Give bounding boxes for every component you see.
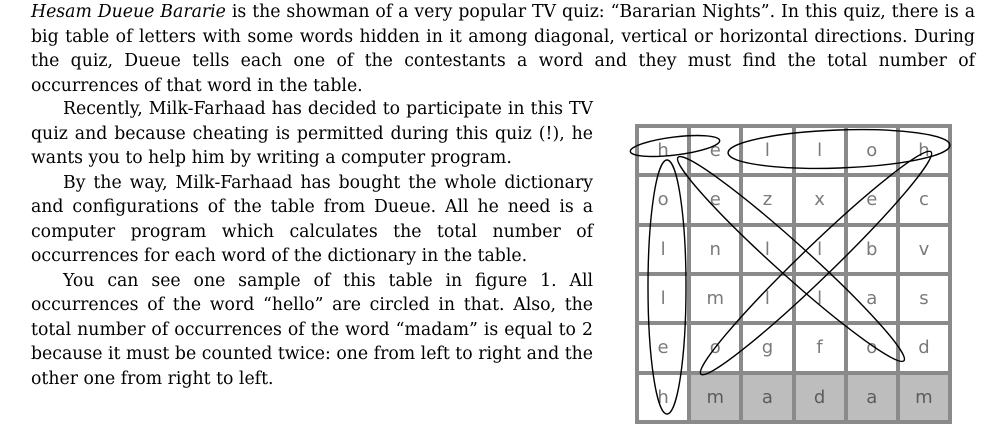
grid-cell: d <box>900 325 948 370</box>
grid-cell: z <box>743 177 791 222</box>
grid-cell: h <box>900 128 948 173</box>
grid-cell: c <box>900 177 948 222</box>
figure-letter-table <box>626 120 958 430</box>
grid-cell: v <box>900 227 948 272</box>
grid-cell: b <box>848 227 896 272</box>
grid-cell: l <box>639 276 687 321</box>
grid-cell: m <box>691 375 739 420</box>
grid-cell: h <box>639 375 687 420</box>
grid-cell: a <box>743 375 791 420</box>
grid-cell: e <box>691 177 739 222</box>
grid-cell: n <box>691 227 739 272</box>
grid-cell: e <box>848 177 896 222</box>
paragraph-sample: You can see one sample of this table in figure 1. All occurrences of the word “hello” are circled in that. Also, the total number of occurrences of the word “madam” is equal to 2 because it must be counted twice: one from left to right and the other one from right to left. <box>31 270 593 389</box>
grid-cell: l <box>743 276 791 321</box>
grid-cell: l <box>743 227 791 272</box>
grid-cell: o <box>848 128 896 173</box>
paragraph-by-the-way: By the way, Milk-Farhaad has bought the whole dictionary and configurations of the table from Dueue. All he need is a computer program which calculates the total number of occurrences for each word of the dictionary in the table. <box>31 172 593 266</box>
paragraph-recently: Recently, Milk-Farhaad has decided to participate in this TV quiz and because cheating is permitted during this quiz (!), he wants you to help him by writing a computer program. <box>31 99 593 168</box>
grid-cell: e <box>691 128 739 173</box>
grid-cell: f <box>796 325 844 370</box>
grid-cell: l <box>743 128 791 173</box>
intro-text: is the showman of a very popular TV quiz: “Bararian Nights”. In this quiz, there is a big table of letters with some words hidden in it among diagonal, vertical or horizontal directions. During the quiz, Dueue tells each one of the contestants a word and they must find the total number of occurrences of that word in the table. <box>31 2 976 96</box>
grid-cell: l <box>796 128 844 173</box>
grid-cell: s <box>900 276 948 321</box>
grid-cell: h <box>639 128 687 173</box>
grid-cell: m <box>900 375 948 420</box>
showman-name: Hesam Dueue Bararie <box>31 2 226 22</box>
intro-paragraph <box>31 0 975 98</box>
grid-cell: o <box>639 177 687 222</box>
grid-cell: a <box>848 375 896 420</box>
grid-cell: m <box>691 276 739 321</box>
grid-cell: l <box>796 276 844 321</box>
grid-cell: l <box>639 227 687 272</box>
letter-grid <box>635 124 952 424</box>
grid-cell: o <box>691 325 739 370</box>
grid-cell: g <box>743 325 791 370</box>
grid-cell: a <box>848 276 896 321</box>
body-text <box>31 97 593 391</box>
grid-cell: l <box>796 227 844 272</box>
grid-cell: x <box>796 177 844 222</box>
grid-cell: e <box>639 325 687 370</box>
grid-cell: o <box>848 325 896 370</box>
grid-cell: d <box>796 375 844 420</box>
